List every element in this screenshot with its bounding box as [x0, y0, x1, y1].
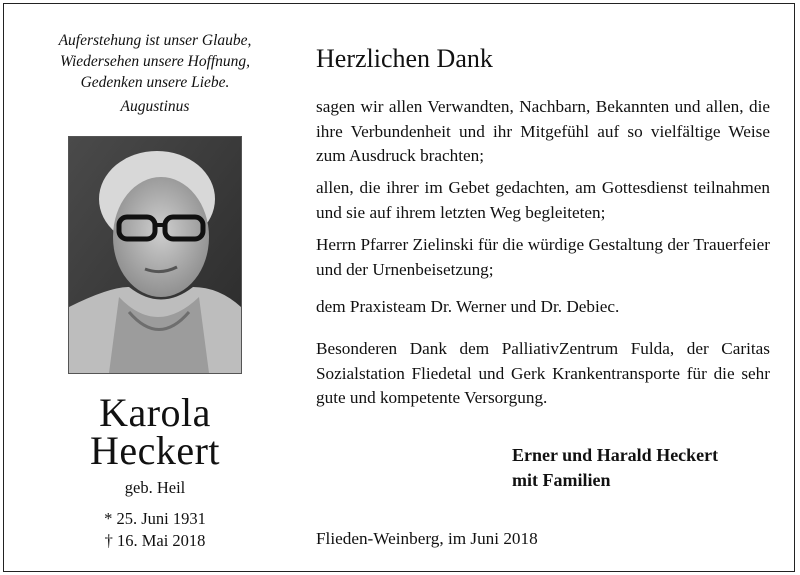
quote-line-3: Gedenken unsere Liebe. [80, 74, 230, 91]
deceased-first-name: Karola [99, 390, 211, 435]
thanks-heading: Herzlichen Dank [316, 44, 493, 73]
paragraph-1: sagen wir allen Verwandten, Nachbarn, Bekannten und allen, die ihre Verbundenheit und ihr Mitgefühl auf so vielfältige Weise zum Ausdruck brachten; [316, 97, 770, 165]
paragraph-2: allen, die ihrer im Gebet gedachten, am Gottesdienst teilnahmen und sie auf ihrem letzten Weg begleiteten; [316, 178, 770, 222]
quote-line-2: Wiedersehen unsere Hoffnung, [59, 53, 251, 70]
signature-line-1: Erner und Harald Heckert [512, 445, 719, 465]
birth-date: * 25. Juni 1931 [104, 509, 206, 528]
paragraph-4: dem Praxisteam Dr. Werner und Dr. Debiec. [316, 297, 620, 316]
paragraph-5: Besonderen Dank dem PalliativZentrum Fulda, der Caritas Sozialstation Fliedetal und Gerk Krankentransporte für die sehr gute und kompetente Versorgung. [316, 339, 770, 407]
death-date: † 16. Mai 2018 [104, 531, 206, 550]
quote-author: Augustinus [120, 98, 190, 115]
deceased-last-name: Heckert [89, 428, 221, 473]
portrait-photo [68, 136, 242, 374]
signature-line-2: mit Familien [512, 470, 611, 490]
place-date: Flieden-Weinberg, im Juni 2018 [316, 529, 538, 548]
paragraph-3: Herrn Pfarrer Zielinski für die würdige Gestaltung der Trauerfeier und der Urnenbeisetzung; [316, 235, 770, 279]
deceased-birth-name: geb. Heil [124, 478, 186, 497]
quote-line-1: Auferstehung ist unser Glaube, [58, 32, 252, 49]
